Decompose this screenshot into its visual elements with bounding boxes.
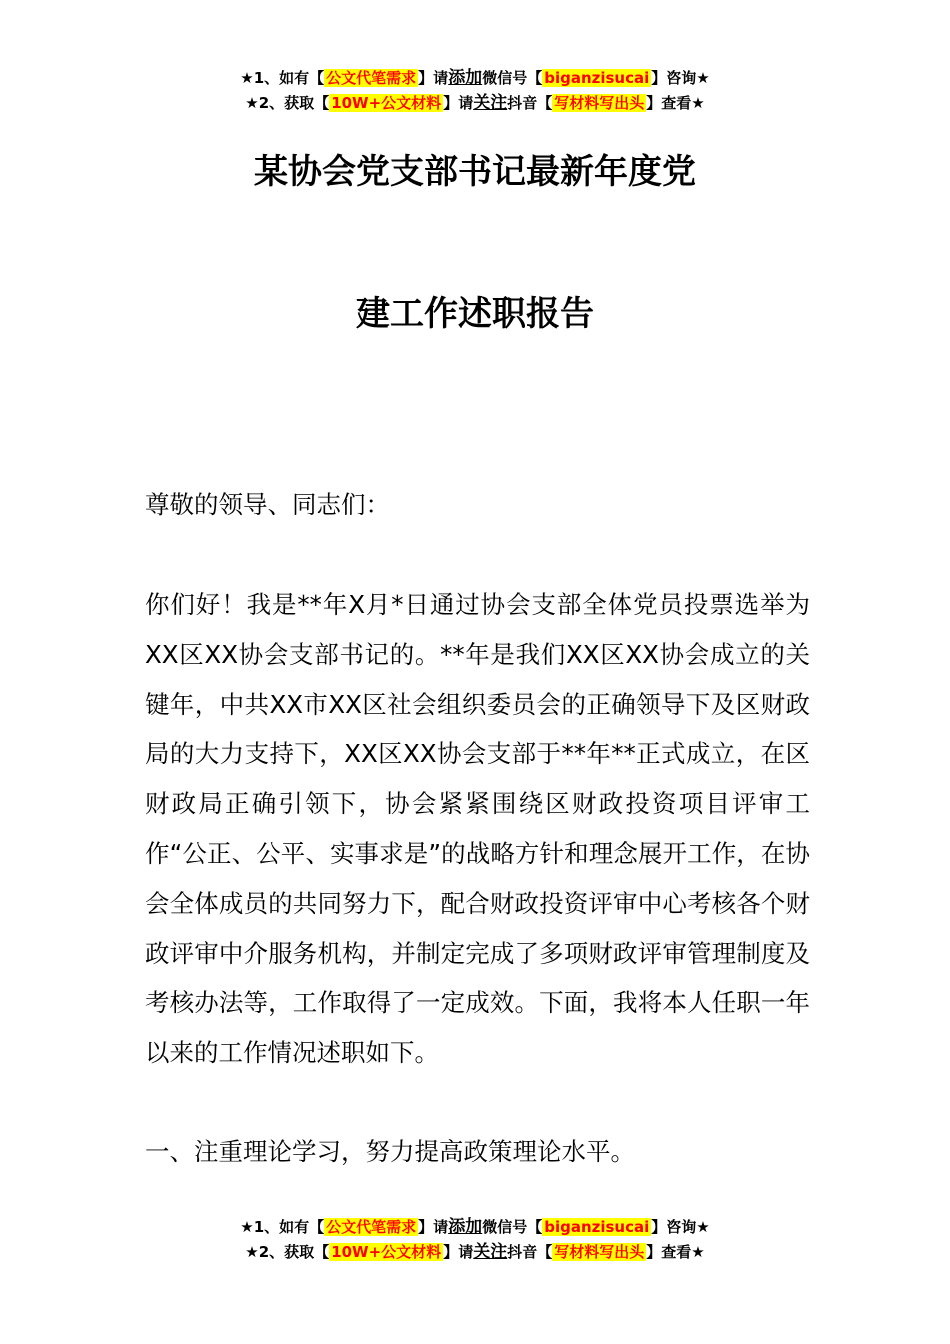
banner-highlight: 写材料写出头 xyxy=(554,94,645,112)
banner-emphasis: 添加 xyxy=(448,68,483,88)
banner-text: 】咨询★ xyxy=(651,1218,710,1236)
banner-text: 】查看★ xyxy=(646,94,705,112)
banner-line-1 xyxy=(0,66,950,91)
banner-text: 】查看★ xyxy=(646,1243,705,1261)
banner-highlight: 写材料写出头 xyxy=(554,1243,645,1261)
banner-text: 】请 xyxy=(443,1243,474,1261)
banner-highlight: 公文代笔需求 xyxy=(326,1218,417,1236)
banner-text: 】请 xyxy=(418,1218,449,1236)
banner-text: ★2、获取【 xyxy=(245,1243,330,1261)
banner-emphasis: 关注 xyxy=(473,93,508,113)
banner-emphasis: 关注 xyxy=(473,1242,508,1262)
document-title-line-1: 某协会党支部书记最新年度党 xyxy=(254,152,696,192)
banner-line-1 xyxy=(0,1215,950,1240)
banner-text: ★1、如有【 xyxy=(240,1218,325,1236)
banner-highlight: 公文代笔需求 xyxy=(326,69,417,87)
banner-text: 】请 xyxy=(443,94,474,112)
banner-emphasis: 添加 xyxy=(448,1217,483,1237)
banner-highlight: biganzisucai xyxy=(544,69,650,87)
banner-highlight: biganzisucai xyxy=(544,1218,650,1236)
banner-text: 抖音【 xyxy=(507,94,553,112)
section-heading: 一、注重理论学习，努力提高政策理论水平。 xyxy=(145,1137,635,1166)
footer-banner xyxy=(0,1215,950,1265)
header-banner xyxy=(0,66,950,116)
banner-text: 抖音【 xyxy=(507,1243,553,1261)
body-paragraph: 你们好！我是**年X月*日通过协会支部全体党员投票选举为XX区XX协会支部书记的。**年是我们XX区XX协会成立的关键年，中共XX市XX区社会组织委员会的正确领导下及区财政局的大力支持下，XX区XX协会支部于**年**正式成立，在区财政局正确引领下，协会紧紧围绕区财政投资项目评审工作“公正、公平、实事求是”的战略方针和理念展开工作，在协会全体成员的共同努力下，配合财政投资评审中心考核各个财政评审中介服务机构，并制定完成了多项财政评审管理制度及考核办法等，工作取得了一定成效。下面，我将本人任职一年以来的工作情况述职如下。 xyxy=(145,590,810,1068)
banner-text: 】咨询★ xyxy=(651,69,710,87)
banner-highlight: 10W+公文材料 xyxy=(331,1243,442,1261)
banner-text: 】请 xyxy=(418,69,449,87)
banner-line-2 xyxy=(0,91,950,116)
banner-highlight: 10W+公文材料 xyxy=(331,94,442,112)
banner-text: 微信号【 xyxy=(482,1218,543,1236)
banner-text: ★1、如有【 xyxy=(240,69,325,87)
banner-text: ★2、获取【 xyxy=(245,94,330,112)
document-title-line-2: 建工作述职报告 xyxy=(356,294,594,334)
greeting: 尊敬的领导、同志们： xyxy=(145,490,390,519)
banner-line-2 xyxy=(0,1240,950,1265)
banner-text: 微信号【 xyxy=(482,69,543,87)
